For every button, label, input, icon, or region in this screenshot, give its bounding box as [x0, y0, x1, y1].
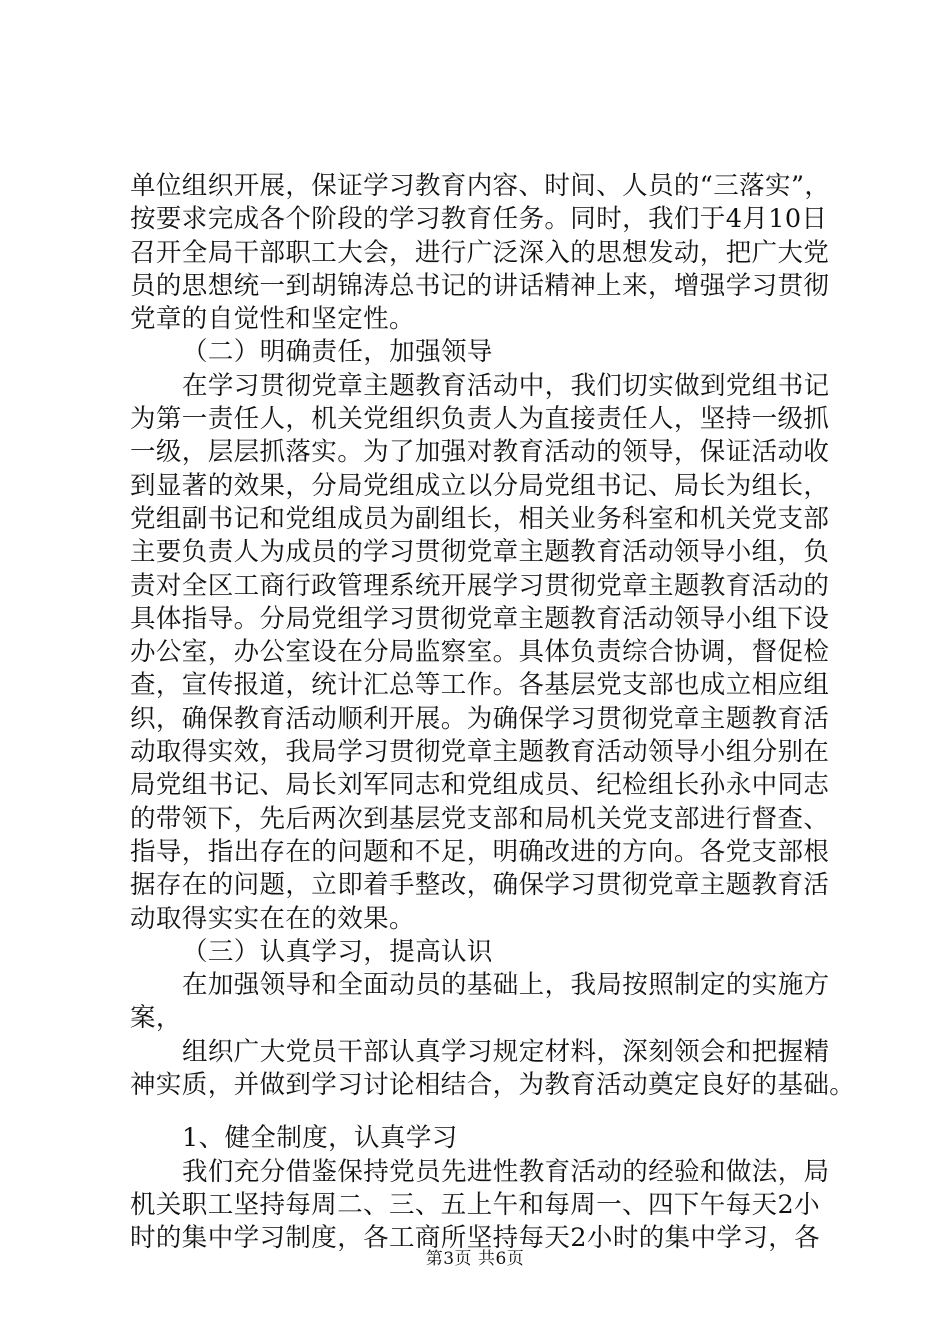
text-line: 按要求完成各个阶段的学习教育任务。同时，我们于4月10日	[130, 204, 828, 235]
text-line: 具体指导。分局党组学习贯彻党章主题教育活动领导小组下设	[130, 603, 830, 634]
text-line: 在加强领导和全面动员的基础上，我局按照制定的实施方	[182, 970, 830, 1001]
text-line: 动取得实效，我局学习贯彻党章主题教育活动领导小组分别在	[130, 737, 830, 768]
text-line: 一级，层层抓落实。为了加强对教育活动的领导，保证活动收	[130, 437, 830, 468]
subsection-heading: 1、健全制度，认真学习	[182, 1123, 458, 1154]
text-line: 召开全局干部职工大会，进行广泛深入的思想发动，把广大党	[130, 237, 830, 268]
section-heading: （三）认真学习，提高认识	[182, 936, 493, 967]
text-line: 党组副书记和党组成员为副组长，相关业务科室和机关党支部	[130, 503, 830, 534]
body-text	[130, 170, 856, 1256]
text-line: 责对全区工商行政管理系统开展学习贯彻党章主题教育活动的	[130, 570, 830, 601]
text-line: 神实质，并做到学习讨论相结合，为教育活动奠定良好的基础。	[130, 1070, 856, 1101]
text-line: 在学习贯彻党章主题教育活动中，我们切实做到党组书记	[182, 370, 830, 401]
text-line: 机关职工坚持每周二、三、五上午和每周一、四下午每天2小	[130, 1189, 821, 1220]
text-line: 我们充分借鉴保持党员先进性教育活动的经验和做法，局	[182, 1156, 830, 1187]
text-line: 局党组书记、局长刘军同志和党组成员、纪检组长孙永中同志	[130, 770, 830, 801]
text-line: 党章的自觉性和坚定性。	[130, 304, 415, 335]
text-line: 到显著的效果，分局党组成立以分局党组书记、局长为组长，	[130, 470, 830, 501]
text-line: 据存在的问题，立即着手整改，确保学习贯彻党章主题教育活	[130, 870, 830, 901]
text-line: 办公室，办公室设在分局监察室。具体负责综合协调，督促检	[130, 637, 830, 668]
text-line: 查，宣传报道，统计汇总等工作。各基层党支部也成立相应组	[130, 670, 830, 701]
paragraph-gap	[130, 1102, 830, 1122]
text-line: 指导，指出存在的问题和不足，明确改进的方向。各党支部根	[130, 836, 830, 867]
text-line: 时的集中学习制度，各工商所坚持每天2小时的集中学习，各	[130, 1223, 821, 1254]
page-number: 第3页 共6页	[425, 1249, 525, 1269]
text-line: 动取得实实在在的效果。	[130, 903, 415, 934]
text-line: 单位组织开展，保证学习教育内容、时间、人员的“三落实”，	[130, 171, 831, 201]
section-heading: （二）明确责任，加强领导	[182, 337, 493, 368]
text-line: 组织广大党员干部认真学习规定材料，深刻领会和把握精	[182, 1036, 830, 1067]
text-line: 为第一责任人，机关党组织负责人为直接责任人，坚持一级抓	[130, 404, 830, 435]
text-line: 案，	[130, 1003, 182, 1034]
text-line: 的带领下，先后两次到基层党支部和局机关党支部进行督查、	[130, 803, 830, 834]
text-line: 员的思想统一到胡锦涛总书记的讲话精神上来，增强学习贯彻	[130, 270, 830, 301]
text-line: 织，确保教育活动顺利开展。为确保学习贯彻党章主题教育活	[130, 703, 830, 734]
text-line: 主要负责人为成员的学习贯彻党章主题教育活动领导小组，负	[130, 537, 830, 568]
